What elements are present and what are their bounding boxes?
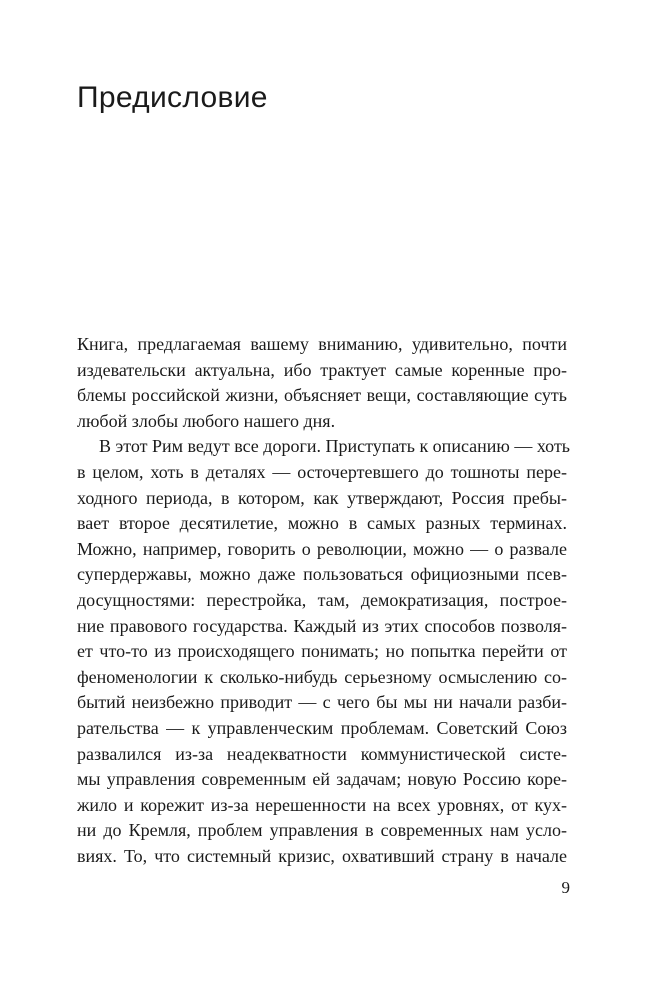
text-line: Можно, например, говорить о революции, можно — о развале	[77, 538, 567, 559]
text-line: бытий неизбежно приводит — с чего бы мы ни начали разби-	[77, 692, 567, 713]
text-line: вает второе десятилетие, можно в самых разных терминах.	[77, 513, 567, 534]
text-line: В этот Рим ведут все дороги. Приступать к описанию — хоть	[99, 436, 571, 457]
text-line: любой злобы любого нашего дня.	[77, 410, 336, 431]
text-line: ходного периода, в котором, как утверждают, Россия пребы-	[77, 487, 567, 508]
body-text	[77, 332, 571, 869]
text-line: феноменологии к сколько-нибудь серьезному осмыслению со-	[77, 666, 567, 687]
page-number: 9	[561, 878, 570, 897]
text-line: издевательски актуальна, ибо трактует самые коренные про-	[77, 359, 567, 380]
text-line: супердержавы, можно даже пользоваться официозными псев-	[77, 564, 567, 585]
text-line: ни до Кремля, проблем управления в современных нам усло-	[77, 820, 567, 841]
text-line: досущностями: перестройка, там, демократизация, построе-	[77, 589, 567, 610]
text-line: блемы российской жизни, объясняет вещи, составляющие суть	[77, 385, 567, 406]
text-line: виях. То, что системный кризис, охвативший страну в начале	[77, 845, 567, 866]
text-line: ет что-то из происходящего понимать; но попытка перейти от	[77, 641, 567, 662]
text-line: развалился из-за неадекватности коммунистической систе-	[77, 743, 567, 764]
text-line: ние правового государства. Каждый из этих способов позволя-	[77, 615, 567, 636]
chapter-title: Предисловие	[77, 81, 268, 114]
text-line: мы управления современным ей задачам; новую Россию коре-	[77, 769, 567, 790]
text-line: жило и корежит из-за нерешенности на всех уровнях, от кух-	[77, 794, 567, 815]
text-line: Книга, предлагаемая вашему вниманию, удивительно, почти	[77, 334, 567, 354]
text-line: рательства — к управленческим проблемам. Советский Союз	[77, 717, 567, 738]
text-line: в целом, хоть в деталях — осточертевшего до тошноты пере-	[77, 461, 567, 482]
